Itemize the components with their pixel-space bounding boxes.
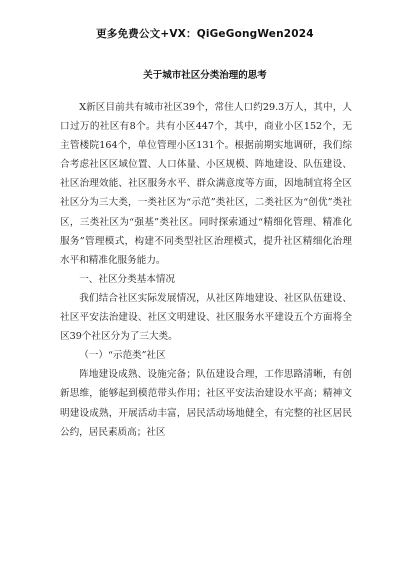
paragraph-demonstration: 阵地建设成熟、设施完备；队伍建设合理，工作思路清晰，有创新思维，能够起到模范带头作用；社区平安法治建设水平高；精神文明建设成熟，开展活动丰富，居民活动场地健全，有完整的社区居民公约，居民素质高；社区 (60, 369, 352, 438)
document-title: 关于城市社区分类治理的思考 (143, 70, 267, 81)
subsection-heading-1: （一）“示范类”社区 (79, 350, 166, 362)
paragraph-classification: 我们结合社区实际发展情况，从社区阵地建设、社区队伍建设、社区平安法治建设、社区文明建设、社区服务水平建设五个方面将全区39个社区分为了三大类。 (60, 292, 352, 343)
section-heading-1: 一、社区分类基本情况 (79, 273, 176, 285)
page-header: 更多免费公文+VX：QiGeGongWen2024 (96, 28, 314, 40)
document-body (60, 98, 352, 442)
paragraph-intro: X新区目前共有城市社区39个，常住人口约29.3万人，其中，人口过万的社区有8个。共有小区447个，其中，商业小区152个，无主管楼院164个，单位管理小区131个。根据前期实地调研，我们综合考虑社区区域位置、人口体量、小区规模、阵地建设、队伍建设、社区治理效能、社区服务水平、群众满意度等方面，因地制宜将全区社区分为三大类，一类社区为“示范”类社区，二类社区为“创优”类社区，三类社区为“强基”类社区。同时探索通过“精细化管理、精准化服务”管理模式，构建不同类型社区治理模式，提升社区精细化治理水平和精准化服务能力。 (60, 102, 352, 266)
